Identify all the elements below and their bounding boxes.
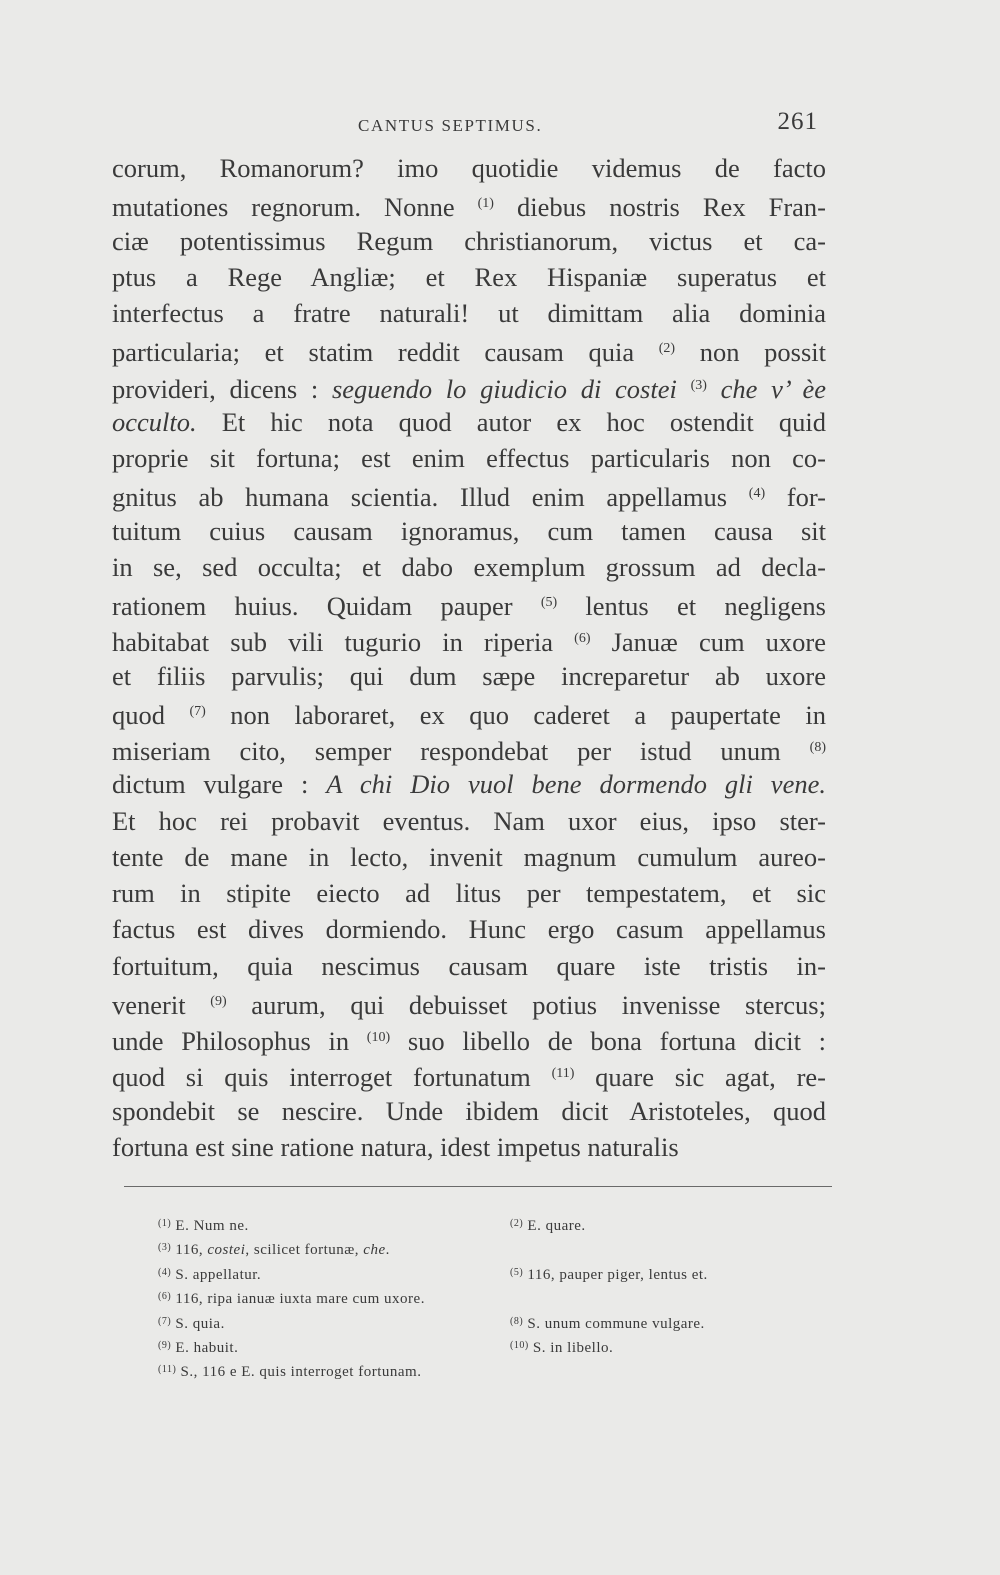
footnote: $^{(1)}$ E. Num ne. (158, 1218, 249, 1234)
body-line: proprie sit fortuna; est enim effectus particularis non co- (112, 443, 826, 473)
body-line: tuitum cuius causam ignoramus, cum tamen causa sit (112, 515, 826, 546)
body-line: particularia; et statim reddit causam quia $^{(2)}$ non possit (112, 337, 826, 368)
footnote: $^{(9)}$ E. habuit. (158, 1339, 239, 1356)
body-line: tente de mane in lecto, invenit magnum cumulum aureo- (112, 841, 826, 872)
footnote-row (158, 1334, 838, 1358)
footnote-row (158, 1236, 838, 1260)
body-line: rationem huius. Quidam pauper $^{(5)}$ lentus et negligens (112, 591, 826, 621)
footnote: $^{(7)}$ S. quia. (158, 1315, 225, 1332)
body-line: ciæ potentissimus Regum christianorum, victus et ca- (112, 225, 826, 256)
body-line: factus est dives dormiendo. Hunc ergo casum appellamus (112, 914, 826, 945)
footnote: $^{(5)}$ 116, pauper piger, lentus et. (510, 1266, 708, 1283)
footnote: $^{(8)}$ S. unum commune vulgare. (510, 1315, 705, 1332)
footnote: $^{(10)}$ S. in libello. (510, 1339, 614, 1356)
body-line: dictum vulgare : A chi Dio vuol bene dormendo gli vene. (112, 769, 826, 800)
body-line: quod $^{(7)}$ non laboraret, ex quo caderet a paupertate in (112, 699, 826, 730)
footnotes (158, 1212, 838, 1383)
body-line: ptus a Rege Angliæ; et Rex Hispaniæ superatus et (112, 261, 826, 292)
body-line: fortuna est sine ratione natura, idest impetus naturalis (112, 1131, 679, 1162)
body-line: occulto. Et hic nota quod autor ex hoc ostendit quid (112, 406, 826, 437)
footnote: $^{(11)}$ S., 116 e E. quis interroget fortunam. (158, 1364, 422, 1381)
body-line: mutationes regnorum. Nonne $^{(1)}$ diebus nostris Rex Fran- (112, 192, 826, 223)
body-line: corum, Romanorum? imo quotidie videmus de facto (112, 153, 826, 183)
body-line: et filiis parvulis; qui dum sæpe increparetur ab uxore (112, 660, 826, 691)
footnote: $^{(3)}$ 116, costei, scilicet fortunæ, che. (158, 1242, 390, 1259)
body-line: provideri, dicens : seguendo lo giudicio di costei $^{(3)}$ che v’ èe (112, 373, 826, 404)
footnote-row (158, 1261, 838, 1285)
footnote-row (158, 1285, 838, 1309)
footnote-row (158, 1212, 838, 1236)
footnote: $^{(2)}$ E. quare. (510, 1218, 586, 1234)
footnote: $^{(6)}$ 116, ripa ianuæ iuxta mare cum uxore. (158, 1291, 425, 1308)
body-line: venerit $^{(9)}$ aurum, qui debuisset potius invenisse stercus; (112, 989, 826, 1020)
running-head-title: CANTUS SEPTIMUS. (358, 116, 543, 135)
body-line: in se, sed occulta; et dabo exemplum grossum ad decla- (112, 551, 826, 582)
body-line: quod si quis interroget fortunatum $^{(11)}$ quare sic agat, re- (112, 1062, 826, 1093)
body-line: unde Philosophus in $^{(10)}$ suo libello de bona fortuna dicit : (112, 1026, 826, 1056)
body-line: gnitus ab humana scientia. Illud enim appellamus $^{(4)}$ for- (112, 482, 826, 513)
body-line: fortuitum, quia nescimus causam quare iste tristis in- (112, 950, 826, 981)
running-head (110, 108, 818, 142)
page-number: 261 (777, 108, 818, 135)
footnote: $^{(4)}$ S. appellatur. (158, 1266, 262, 1283)
body-line: habitabat sub vili tugurio in riperia $^{(6)}$ Januæ cum uxore (112, 627, 826, 658)
footnote-row (158, 1358, 838, 1382)
footnote-row (158, 1310, 838, 1334)
body-line: spondebit se nescire. Unde ibidem dicit Aristoteles, quod (112, 1095, 826, 1126)
body-line: interfectus a fratre naturali! ut dimittam alia dominia (112, 298, 826, 328)
body-line: rum in stipite eiecto ad litus per tempestatem, et sic (112, 878, 826, 908)
footnote-rule (124, 1186, 832, 1187)
body-line: Et hoc rei probavit eventus. Nam uxor eius, ipso ster- (112, 805, 826, 836)
body-line: miseriam cito, semper respondebat per istud unum $^{(8)}$ (112, 736, 826, 766)
body-text (112, 150, 826, 1165)
